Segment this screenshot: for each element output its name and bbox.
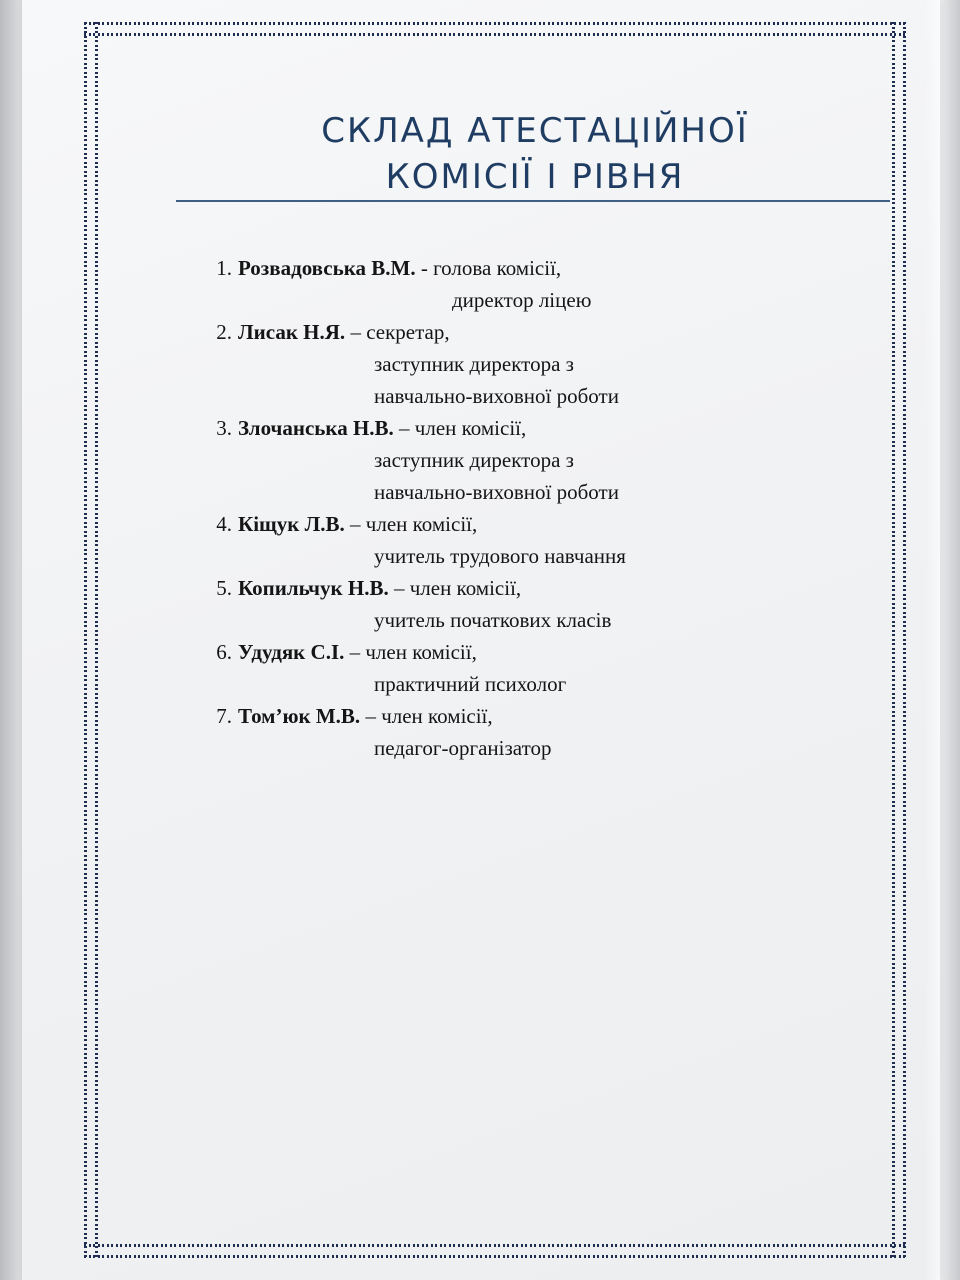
member-position: практичний психолог [374, 672, 567, 696]
list-item [200, 572, 880, 636]
list-item [200, 412, 880, 508]
member-position: директор ліцею [452, 288, 592, 312]
border-bottom [84, 1244, 906, 1258]
member-name: Кіщук Л.В. [238, 512, 345, 536]
title-line-1: СКЛАД АТЕСТАЦІЙНОЇ [321, 111, 749, 151]
sleeve-edge [925, 0, 960, 1280]
list-item [200, 700, 880, 764]
member-role: – член комісії, [360, 704, 493, 728]
member-position: педагог-організатор [374, 736, 552, 760]
border-right [892, 22, 906, 1258]
commission-members-list [200, 252, 880, 764]
item-number: 5. [216, 576, 232, 600]
member-role: – член комісії, [344, 512, 478, 536]
member-name: Копильчук Н.В. [238, 576, 389, 600]
member-name: Том’юк М.В. [238, 704, 361, 728]
title-underline [176, 200, 890, 202]
member-role: – член комісії, [388, 576, 522, 600]
item-number: 2. [216, 320, 232, 344]
member-position: навчально-виховної роботи [374, 480, 619, 504]
member-position: учитель трудового навчання [374, 544, 626, 568]
item-number: 6. [216, 640, 232, 664]
member-position: заступник директора з [374, 448, 574, 472]
item-number: 4. [216, 512, 232, 536]
border-top [84, 22, 906, 36]
list-item [200, 508, 880, 572]
list-item [200, 316, 880, 412]
item-number: 1. [216, 256, 232, 280]
item-number: 3. [216, 416, 232, 440]
member-role: – член комісії, [393, 416, 527, 440]
member-role: - голова комісії, [415, 256, 562, 280]
member-name: Лисак Н.Я. [238, 320, 346, 344]
list-item [200, 636, 880, 700]
member-role: – член комісії, [344, 640, 477, 664]
member-name: Злочанська Н.В. [238, 416, 394, 440]
title-line-2: КОМІСІЇ І РІВНЯ [385, 157, 685, 197]
document-title [180, 108, 890, 200]
member-position: учитель початкових класів [374, 608, 612, 632]
border-left [84, 22, 98, 1258]
item-number: 7. [216, 704, 232, 728]
member-name: Удудяк С.І. [238, 640, 345, 664]
member-role: – секретар, [345, 320, 450, 344]
member-position: заступник директора з [374, 352, 574, 376]
list-item [200, 252, 880, 316]
member-name: Розвадовська В.М. [238, 256, 416, 280]
member-position: навчально-виховної роботи [374, 384, 619, 408]
